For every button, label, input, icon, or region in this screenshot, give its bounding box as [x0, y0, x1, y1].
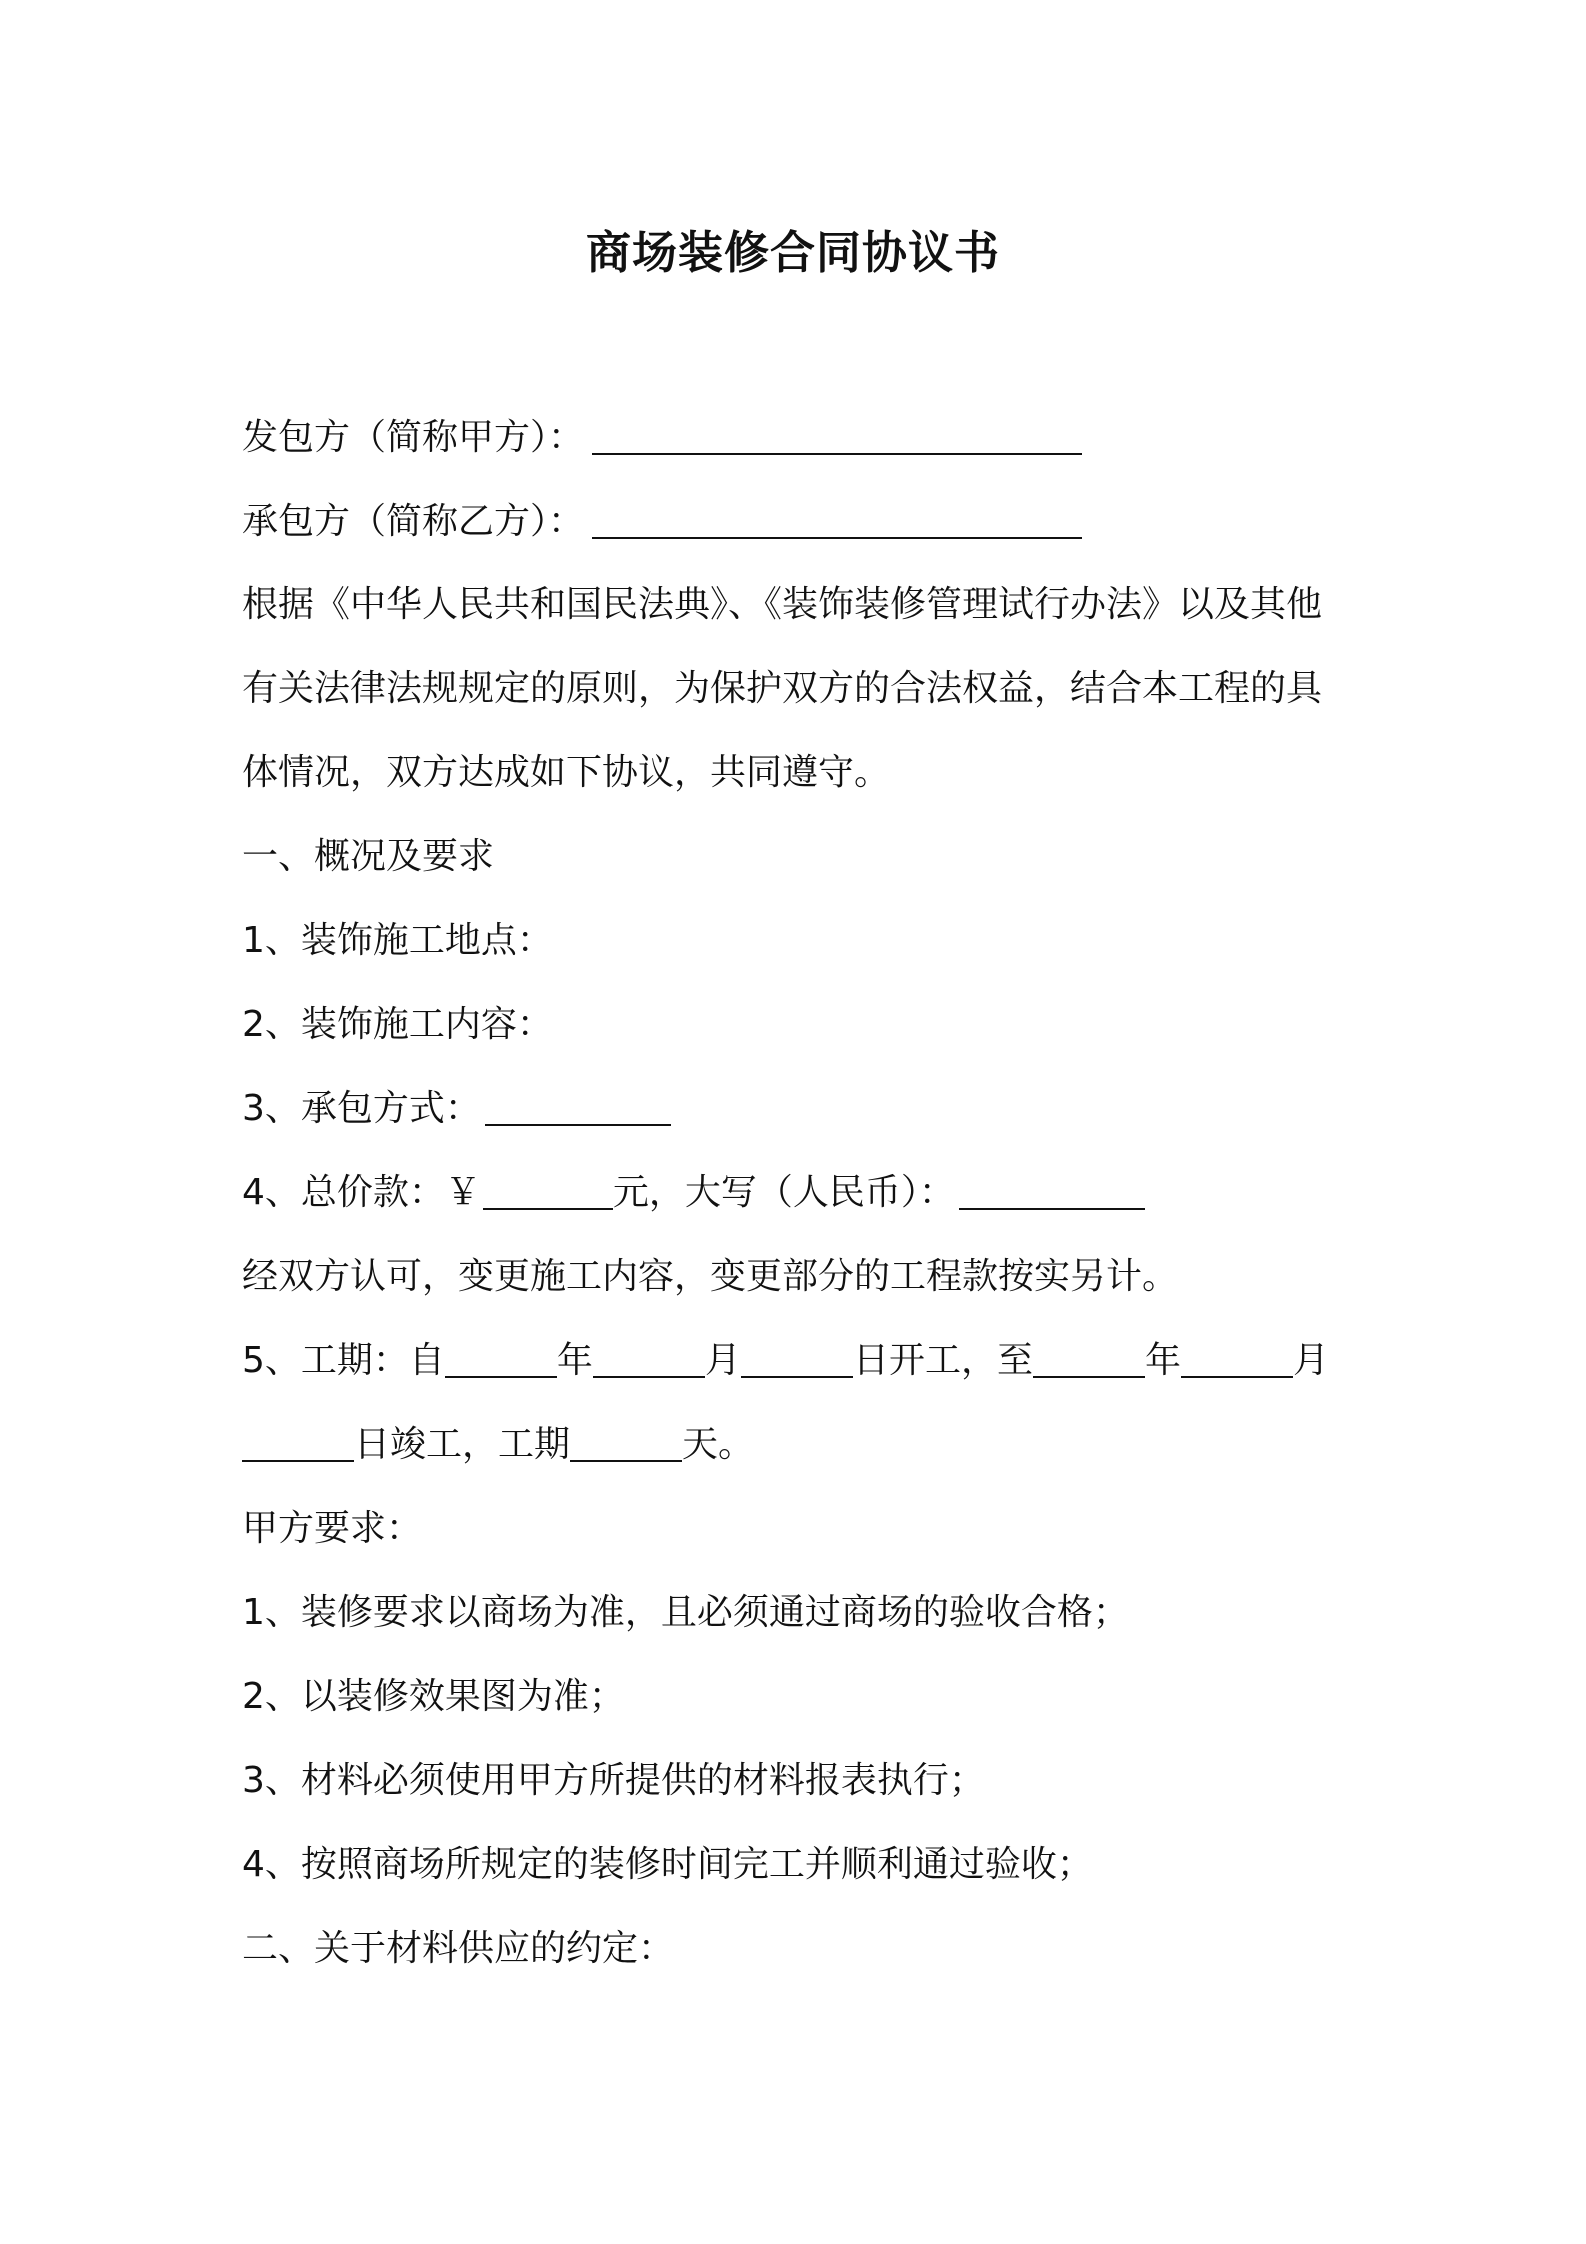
start-year-blank: [445, 1338, 557, 1378]
section-heading: 二、关于材料供应的约定：: [242, 1928, 675, 1969]
total-price-label: 4、总价款：￥: [242, 1172, 481, 1213]
end-year-blank: [1033, 1338, 1145, 1378]
schedule-line: [242, 1337, 1372, 1385]
contract-mode-line: [242, 1085, 1372, 1133]
requirement-item: 3、材料必须使用甲方所提供的材料报表执行；: [242, 1760, 985, 1801]
amount-blank: [483, 1170, 613, 1210]
change-note: 经双方认可，变更施工内容，变更部分的工程款按实另计。: [242, 1256, 1179, 1297]
contract-mode-label: 3、承包方式：: [242, 1088, 481, 1129]
section-heading: 一、概况及要求: [242, 836, 495, 877]
schedule-line-2: [242, 1421, 1372, 1469]
start-month-blank: [593, 1338, 705, 1378]
preamble-line: 体情况，双方达成如下协议，共同遵守。: [242, 752, 891, 793]
total-price-line: [242, 1169, 1372, 1217]
end-day-blank: [242, 1422, 354, 1462]
party-a-label: 发包方（简称甲方）：: [242, 417, 585, 458]
list-item: 1、装饰施工地点：: [242, 920, 553, 961]
party-b-line: [242, 498, 1372, 546]
party-a-line: [242, 414, 1372, 462]
contract-mode-blank: [485, 1086, 671, 1126]
party-a-blank: [592, 415, 1082, 455]
requirements-heading: 甲方要求：: [242, 1508, 423, 1549]
month-label: 月: [1292, 1340, 1329, 1381]
month-label: 月: [704, 1340, 741, 1381]
year-label: 年: [556, 1340, 593, 1381]
document-title: 商场装修合同协议书: [585, 226, 1000, 279]
amount-capital-blank: [959, 1170, 1145, 1210]
party-b-label: 承包方（简称乙方）：: [242, 501, 585, 542]
duration-blank: [570, 1422, 682, 1462]
start-label: 日开工，至: [852, 1340, 1033, 1381]
end-month-blank: [1181, 1338, 1293, 1378]
start-day-blank: [741, 1338, 853, 1378]
schedule-label: 5、工期：自: [242, 1340, 445, 1381]
days-label: 天。: [682, 1424, 755, 1465]
requirement-item: 2、以装修效果图为准；: [242, 1676, 625, 1717]
preamble-line: 根据《中华人民共和国民法典》、《装饰装修管理试行办法》以及其他: [242, 584, 1323, 625]
list-item: 2、装饰施工内容：: [242, 1004, 553, 1045]
end-label: 日竣工，工期: [354, 1424, 571, 1465]
amount-capital-label: 元，大写（人民币）：: [612, 1172, 955, 1213]
year-label: 年: [1144, 1340, 1181, 1381]
preamble-line: 有关法律法规规定的原则，为保护双方的合法权益，结合本工程的具: [242, 668, 1323, 709]
requirement-item: 1、装修要求以商场为准，且必须通过商场的验收合格；: [242, 1592, 1129, 1633]
party-b-blank: [592, 499, 1082, 539]
requirement-item: 4、按照商场所规定的装修时间完工并顺利通过验收；: [242, 1844, 1093, 1885]
